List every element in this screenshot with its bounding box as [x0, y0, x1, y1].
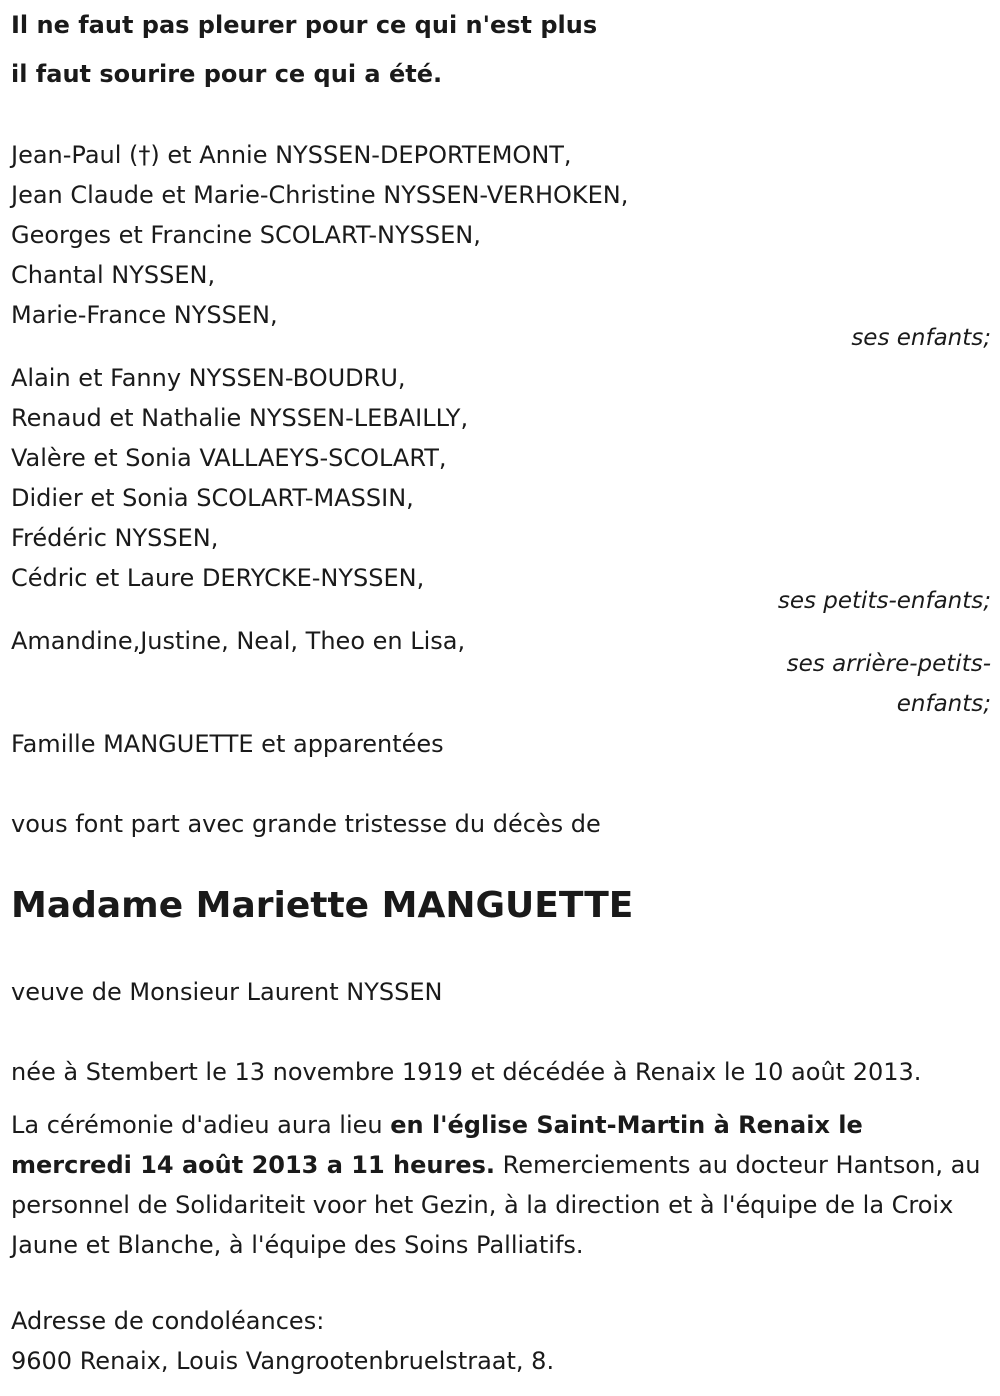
deceased-name: Madame Mariette MANGUETTE	[11, 885, 634, 926]
birth-death-line: née à Stembert le 13 novembre 1919 et décédée à Renaix le 10 août 2013.	[11, 1058, 922, 1086]
great-grandchildren-role-line-1: ses arrière-petits-	[786, 651, 991, 677]
children-role: ses enfants;	[851, 325, 991, 351]
grandchildren-name-1: Alain et Fanny NYSSEN-BOUDRU,	[11, 364, 406, 392]
ceremony-thanks: Remerciements au docteur Hantson, au personnel de Solidariteit voor het Gezin, à la direction et à l'équipe de la Croix Jaune et Blanche, à l'équipe des Soins Palliatifs.	[11, 1151, 981, 1259]
announcement-line: vous font part avec grande tristesse du décès de	[11, 810, 601, 838]
widow-line: veuve de Monsieur Laurent NYSSEN	[11, 978, 443, 1006]
ceremony-intro: La cérémonie d'adieu aura lieu	[11, 1111, 391, 1139]
epigraph-line-2: il faut sourire pour ce qui a été.	[11, 60, 443, 88]
epigraph-line-1: Il ne faut pas pleurer pour ce qui n'est plus	[11, 11, 598, 39]
grandchildren-role: ses petits-enfants;	[777, 588, 991, 614]
children-name-5: Marie-France NYSSEN,	[11, 301, 278, 329]
condolences-address: 9600 Renaix, Louis Vangrootenbruelstraat, 8.	[11, 1347, 555, 1375]
grandchildren-name-4: Didier et Sonia SCOLART-MASSIN,	[11, 484, 414, 512]
great-grandchildren-role-line-2: enfants;	[896, 691, 991, 717]
great-grandchildren-names: Amandine,Justine, Neal, Theo en Lisa,	[11, 627, 466, 655]
children-name-1: Jean-Paul (†) et Annie NYSSEN-DEPORTEMONT,	[11, 141, 572, 169]
condolences-label: Adresse de condoléances:	[11, 1307, 325, 1335]
grandchildren-name-5: Frédéric NYSSEN,	[11, 524, 219, 552]
grandchildren-name-3: Valère et Sonia VALLAEYS-SCOLART,	[11, 444, 447, 472]
children-name-4: Chantal NYSSEN,	[11, 261, 216, 289]
grandchildren-name-6: Cédric et Laure DERYCKE-NYSSEN,	[11, 564, 425, 592]
family-line: Famille MANGUETTE et apparentées	[11, 730, 444, 758]
ceremony-paragraph	[11, 1105, 991, 1265]
children-name-2: Jean Claude et Marie-Christine NYSSEN-VERHOKEN,	[11, 181, 629, 209]
children-name-3: Georges et Francine SCOLART-NYSSEN,	[11, 221, 481, 249]
grandchildren-name-2: Renaud et Nathalie NYSSEN-LEBAILLY,	[11, 404, 469, 432]
ceremony-location-date: en l'église Saint-Martin à Renaix le mercredi 14 août 2013 a 11 heures.	[11, 1111, 863, 1179]
